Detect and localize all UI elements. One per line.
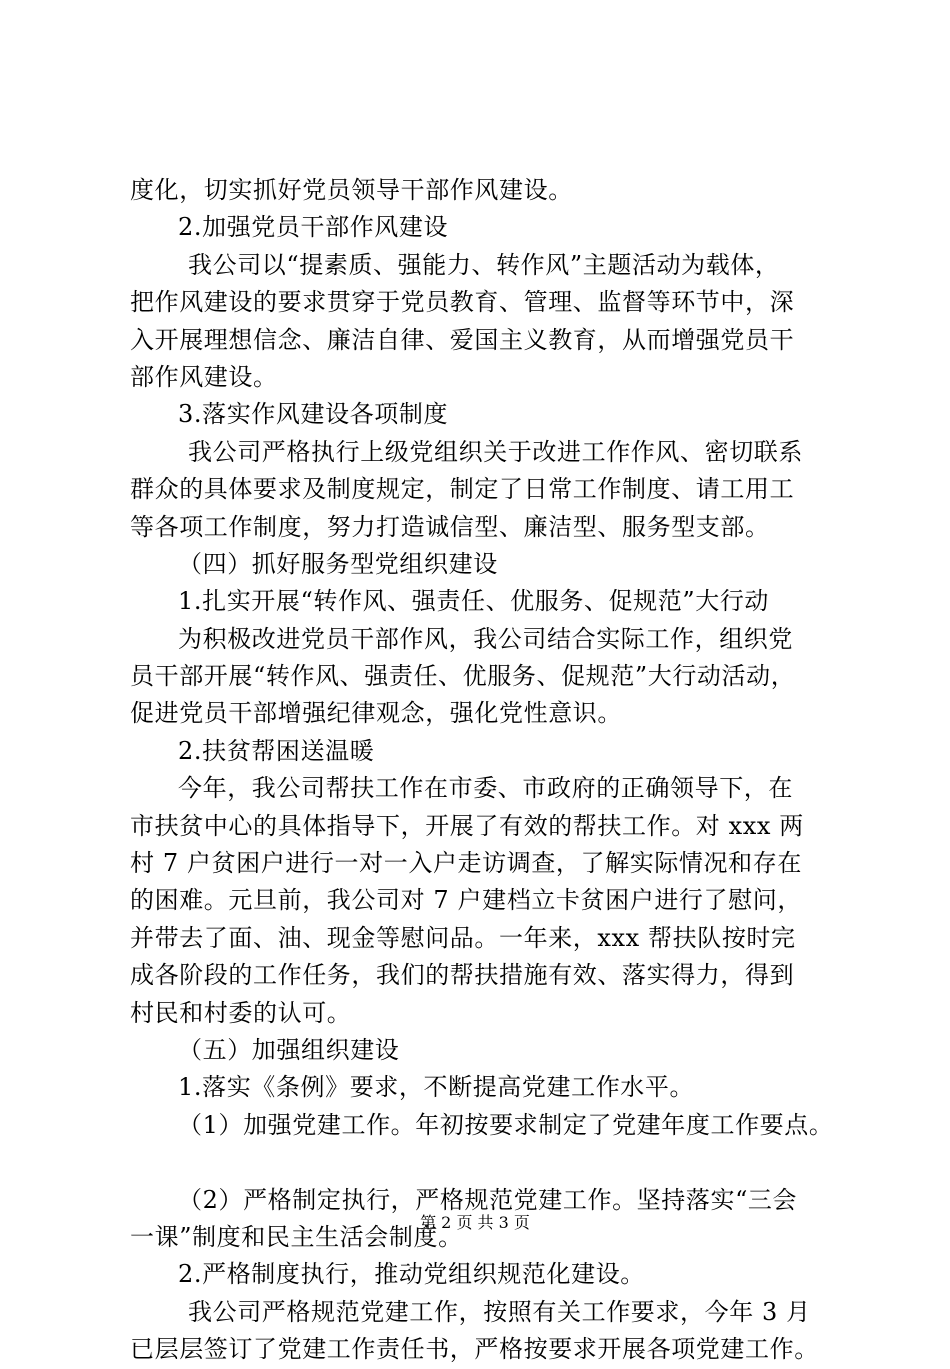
paragraph-first-line: 我公司严格规范党建工作，按照有关工作要求，今年 3 月 <box>188 1297 811 1326</box>
section-heading: 1.落实《条例》要求，不断提高党建工作水平。 <box>178 1073 695 1102</box>
text-line: 员干部开展“转作风、强责任、优服务、促规范”大行动活动， <box>130 662 796 691</box>
section-heading: 1.扎实开展“转作风、强责任、优服务、促规范”大行动 <box>178 587 770 616</box>
paragraph-first-line: （1）加强党建工作。年初按要求制定了党建年度工作要点。 <box>178 1110 834 1139</box>
text-line: 的困难。元旦前，我公司对 7 户建档立卡贫困户进行了慰问， <box>130 886 802 915</box>
section-heading: 2.严格制度执行，推动党组织规范化建设。 <box>178 1260 645 1289</box>
text-line: 等各项工作制度，努力打造诚信型、廉洁型、服务型支部。 <box>130 512 770 541</box>
blank-line <box>130 1144 842 1181</box>
text-line: 已层层签订了党建工作责任书，严格按要求开展各项党建工作。 <box>130 1335 819 1364</box>
text-line: 促进党员干部增强纪律观念，强化党性意识。 <box>130 699 622 728</box>
text-line: 一课”制度和民主生活会制度。 <box>130 1222 463 1251</box>
text-line: 度化，切实抓好党员领导干部作风建设。 <box>130 176 573 204</box>
paragraph-first-line: 我公司严格执行上级党组织关于改进工作作风、密切联系 <box>188 437 803 466</box>
paragraph-first-line: 我公司以“提素质、强能力、转作风”主题活动为载体， <box>188 250 780 279</box>
document-body <box>130 172 842 1369</box>
paragraph-first-line: （2）严格制定执行，严格规范党建工作。坚持落实“三会 <box>178 1185 798 1214</box>
paragraph-first-line: 为积极改进党员干部作风，我公司结合实际工作，组织党 <box>178 624 793 653</box>
text-line: 部作风建设。 <box>130 362 278 391</box>
text-line: 群众的具体要求及制度规定，制定了日常工作制度、请工用工 <box>130 475 795 504</box>
section-heading: 2.加强党员干部作风建设 <box>178 213 449 242</box>
text-line: 入开展理想信念、廉洁自律、爱国主义教育，从而增强党员干 <box>130 325 795 354</box>
section-heading: （四）抓好服务型党组织建设 <box>178 549 498 578</box>
paragraph-first-line: 今年，我公司帮扶工作在市委、市政府的正确领导下，在 <box>178 774 793 803</box>
text-line: 村民和村委的认可。 <box>130 998 352 1027</box>
text-line: 把作风建设的要求贯穿于党员教育、管理、监督等环节中，深 <box>130 288 795 317</box>
text-line: 成各阶段的工作任务，我们的帮扶措施有效、落实得力，得到 <box>130 961 795 990</box>
text-line: 市扶贫中心的具体指导下，开展了有效的帮扶工作。对 xxx 两 <box>130 811 804 840</box>
text-line: 并带去了面、油、现金等慰问品。一年来，xxx 帮扶队按时完 <box>130 923 796 952</box>
section-heading: 2.扶贫帮困送温暖 <box>178 736 375 765</box>
section-heading: 3.落实作风建设各项制度 <box>178 400 449 429</box>
section-heading: （五）加强组织建设 <box>178 1035 400 1064</box>
text-line: 村 7 户贫困户进行一对一入户走访调查，了解实际情况和存在 <box>130 849 802 878</box>
page-footer: 第 2 页 共 3 页 <box>420 1213 530 1232</box>
